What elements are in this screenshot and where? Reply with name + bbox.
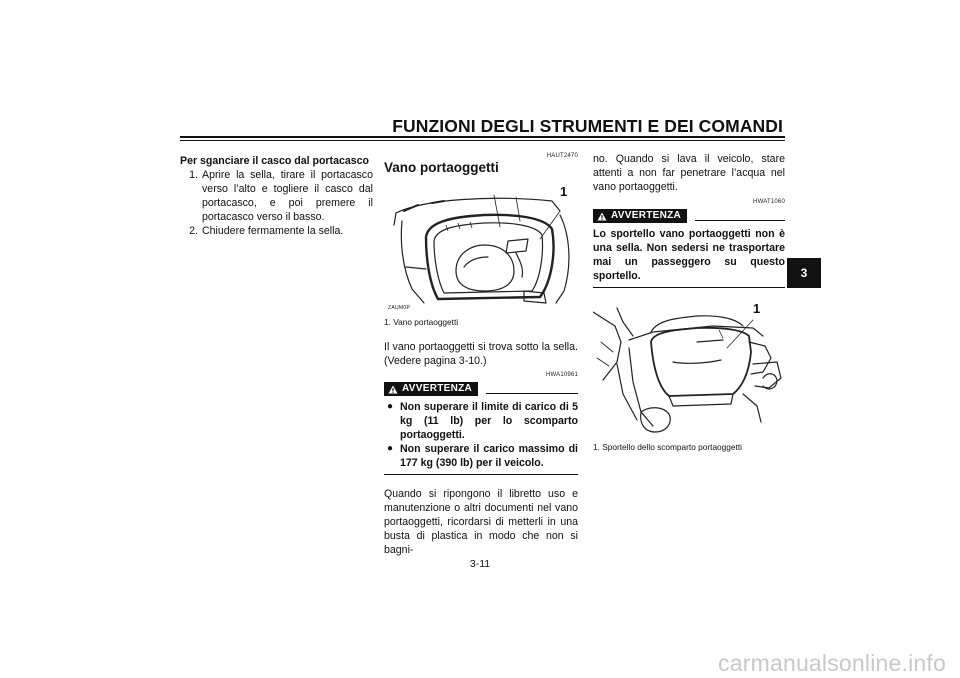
warning-label-box (593, 209, 687, 223)
warning-text: Lo sportello vano portaoggetti non è una sella. Non sedersi ne trasportare mai un passeggero su questo sportello. (593, 228, 785, 282)
figure-callout-number: 1 (560, 184, 568, 199)
header-rule (180, 136, 785, 138)
header-rule-thin (180, 140, 785, 141)
figure-callout-number: 1 (753, 301, 761, 316)
helmet-release-steps (180, 168, 373, 238)
warning-item (384, 442, 578, 470)
step-item (180, 224, 373, 238)
left-column (180, 154, 373, 238)
step-text: Chiudere fermamente la sella. (202, 225, 344, 237)
warning-list (384, 400, 578, 470)
warning-triangle-icon (597, 212, 607, 221)
warning-label: AVVERTENZA (402, 383, 473, 394)
middle-column (384, 152, 578, 557)
section-code: HAUT2470 (546, 153, 578, 159)
figure-caption: 1. Sportello dello scomparto portaoggetti (593, 442, 742, 452)
warning-code: HWA10961 (545, 372, 578, 378)
warning-code: HWAT1060 (753, 199, 785, 205)
step-number: 1. (189, 169, 198, 181)
warning-item-text: Non superare il limite di carico di 5 kg (11 lb) per lo scomparto portaoggetti. (400, 401, 578, 441)
site-watermark: carmanualsonline.info (718, 650, 946, 676)
step-item (180, 168, 373, 224)
storage-compartment-illustration (384, 181, 578, 313)
warning-footer-rule (593, 287, 785, 288)
warning-rule (695, 220, 785, 221)
documents-advice: Quando si ripongono il libretto uso e manutenzione o altri documenti nel vano portaoggetti, ricordarsi di metterli in una busta di plastica in modo che non si bagni- (384, 488, 578, 556)
warning-header (384, 382, 578, 396)
warning-header (593, 209, 785, 223)
warning-label: AVVERTENZA (611, 210, 682, 221)
warning-label-box (384, 382, 478, 396)
warning-triangle-icon (388, 385, 398, 394)
bullet-icon: ● (387, 443, 394, 454)
bullet-icon: ● (387, 401, 394, 412)
figure-caption: 1. Vano portaoggetti (384, 317, 459, 327)
right-column (593, 152, 785, 453)
figure-code: ZAUM0P (388, 305, 411, 311)
storage-description: Il vano portaoggetti si trova sotto la sella. (Vedere pagina 3-10.) (384, 341, 578, 367)
chapter-tab: 3 (787, 258, 821, 288)
warning-item-text: Non superare il carico massimo di 177 kg (390 lb) per il veicolo. (400, 443, 578, 469)
page-number: 3-11 (469, 558, 491, 570)
storage-door-figure (593, 302, 785, 438)
helmet-release-heading: Per sganciare il casco dal portacasco (180, 155, 370, 167)
storage-compartment-figure (384, 181, 578, 313)
warning-footer-rule (384, 474, 578, 475)
washing-advice: no. Quando si lava il veicolo, stare attenti a non far penetrare l’acqua nel vano portaoggetti. (593, 153, 785, 193)
step-text: Aprire la sella, tirare il portacasco verso l’alto e togliere il casco dal portacasco, e poi premere il portacasco verso il basso. (202, 169, 373, 223)
storage-door-illustration (593, 302, 785, 438)
step-number: 2. (189, 225, 198, 237)
warning-rule (486, 393, 578, 394)
section-title: Vano portaoggetti (384, 160, 499, 175)
warning-item (384, 400, 578, 442)
page-header-title: FUNZIONI DEGLI STRUMENTI E DEI COMANDI (392, 116, 783, 136)
